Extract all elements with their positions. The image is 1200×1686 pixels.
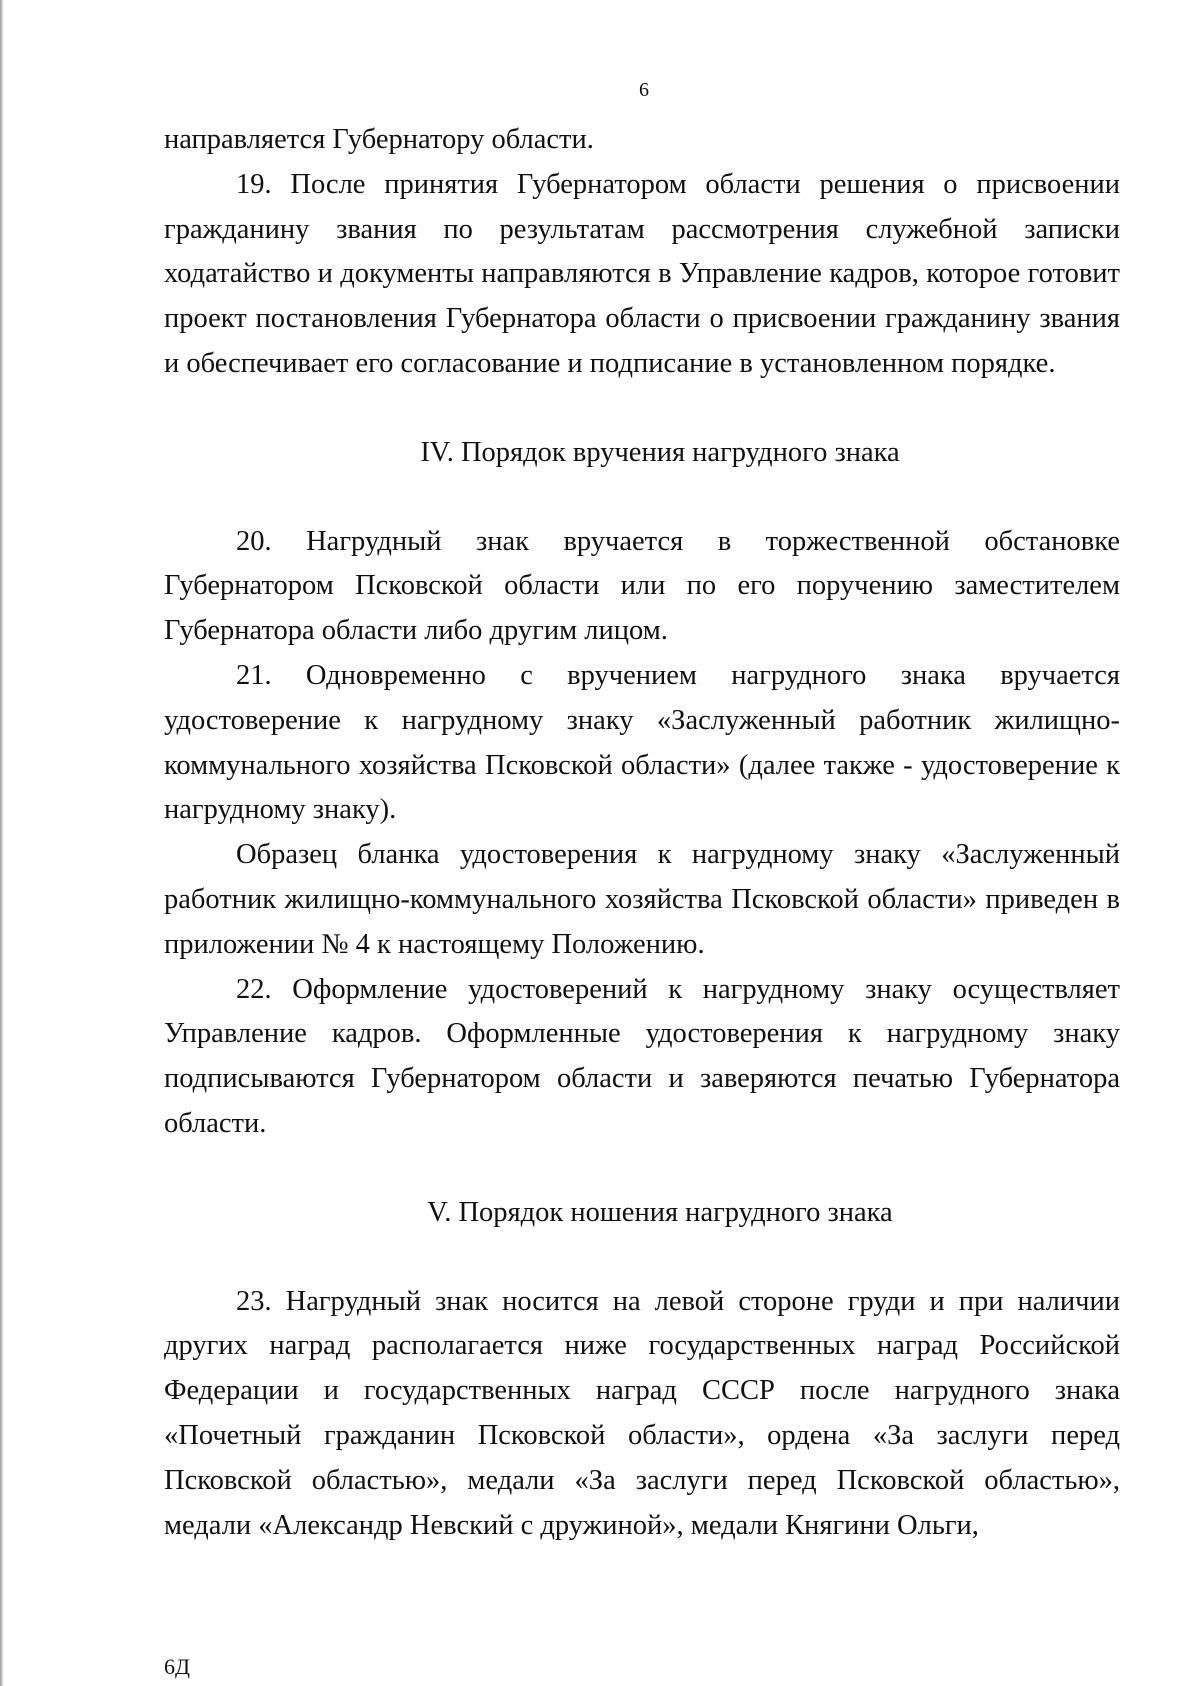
page-number: 6 bbox=[639, 79, 649, 101]
paragraph-21: 21. Одновременно с вручением нагрудного знака вручается удостоверение к нагрудному знаку «Заслуженный работник жилищно-коммунального хозяйства Псковской области» (далее также - удостоверение к нагрудному знаку). bbox=[164, 659, 1120, 826]
document-body bbox=[164, 118, 1120, 1548]
paragraph-19: 19. После принятия Губернатором области решения о присвоении гражданину звания по результатам рассмотрения служебной записки ходатайство и документы направляются в Управление кадров, которое готовит проект постановления Губернатора области о присвоении гражданину звания и обеспечивает его согласование и подписание в установленном порядке. bbox=[164, 168, 1120, 379]
paragraph-23: 23. Нагрудный знак носится на левой стороне груди и при наличии других наград располагается ниже государственных наград Российской Федерации и государственных наград СССР после нагрудного знака «Почетный гражданин Псковской области», ордена «За заслуги перед Псковской областью», медали «За заслуги перед Псковской областью», медали «Александр Невский с дружиной», медали Княгини Ольги, bbox=[164, 1285, 1120, 1541]
paragraph-continuation: направляется Губернатору области. bbox=[164, 124, 594, 155]
footer-code: 6Д bbox=[164, 1654, 191, 1679]
paragraph-21-sample-form: Образец бланка удостоверения к нагрудному знаку «Заслуженный работник жилищно-коммунального хозяйства Псковской области» приведен в приложении № 4 к настоящему Положению. bbox=[164, 839, 1120, 960]
paragraph-20: 20. Нагрудный знак вручается в торжественной обстановке Губернатором Псковской области или по его поручению заместителем Губернатора области либо другим лицом. bbox=[164, 525, 1120, 647]
scan-edge bbox=[0, 0, 4, 1686]
section-heading-iv: IV. Порядок вручения нагрудного знака bbox=[420, 436, 900, 468]
paragraph-22: 22. Оформление удостоверений к нагрудному знаку осуществляет Управление кадров. Оформленные удостоверения к нагрудному знаку подписываются Губернатором области и заверяются печатью Губернатора области. bbox=[164, 973, 1120, 1139]
section-heading-v: V. Порядок ношения нагрудного знака bbox=[427, 1196, 893, 1228]
